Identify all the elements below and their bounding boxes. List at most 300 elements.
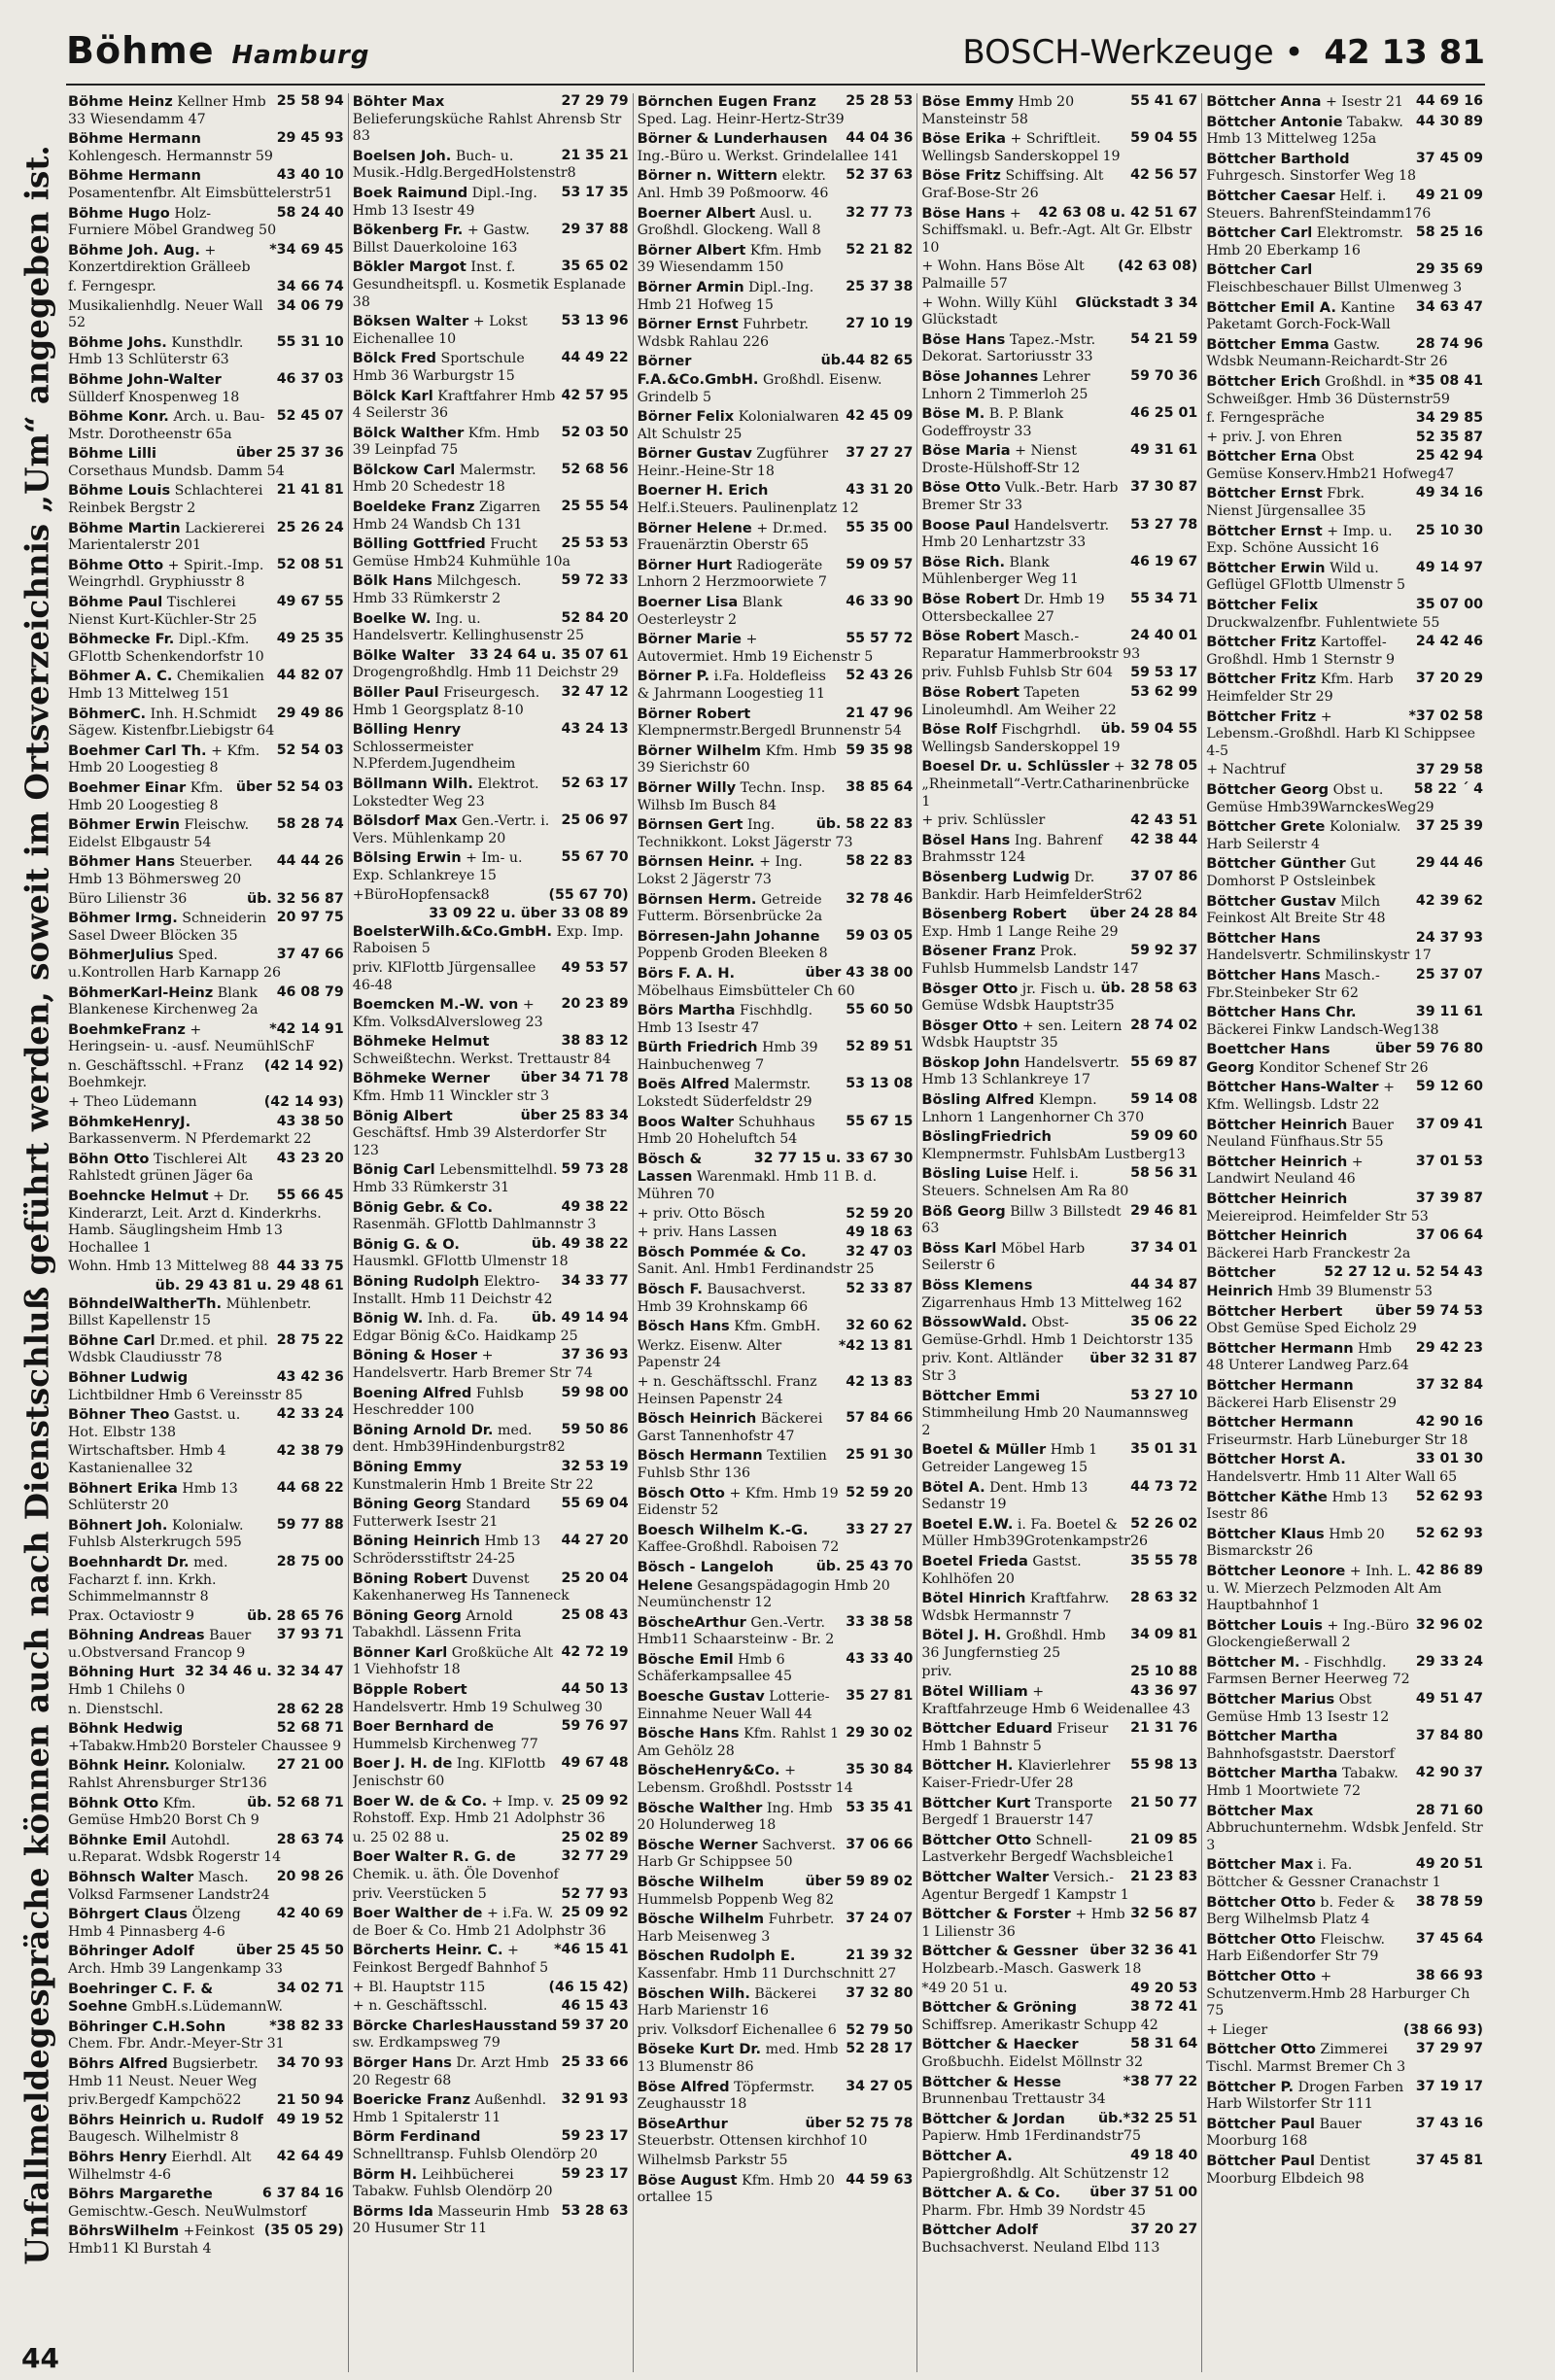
entry-name: Böttcher Günther xyxy=(1206,855,1346,873)
entry-phone: 44 49 22 xyxy=(561,350,629,366)
entry-details: Tischlerei Alt Rahlstedt grünen Jäger 6a xyxy=(68,1151,254,1185)
entry-details: + Landwirt Neuland 46 xyxy=(1206,1154,1364,1188)
entry-phone: 46 19 67 xyxy=(1130,553,1198,569)
entry-phone: (42 14 93) xyxy=(263,1094,344,1111)
entry-details: + Imp. v. Rohstoff. Exp. Hmb 21 Adolphstr 36 xyxy=(352,1793,605,1827)
entry-name: Bölling Henry xyxy=(352,721,462,739)
entry-details: Fuhrbetr. Wdsbk Rahlau 226 xyxy=(637,317,810,350)
entry-phone: 25 91 30 xyxy=(846,1447,914,1464)
entry-details: Dr. Hmb 19 Ottersbeckallee 27 xyxy=(921,592,1105,625)
entry-details: Fbrk. Nienst Jürgensallee 35 xyxy=(1206,486,1366,520)
entry-name: Boehmer Einar xyxy=(68,778,187,796)
entry-phone: 25 55 54 xyxy=(561,499,629,515)
entry-phone: 29 37 88 xyxy=(561,222,629,238)
listing-entry xyxy=(353,1459,629,1494)
entry-name: Böning Arnold Dr. xyxy=(352,1421,494,1438)
entry-details: Tabakw. Hmb 13 Mittelweg 125a xyxy=(1206,114,1403,148)
entry-details: Hmb 1 Getreider Langeweg 15 xyxy=(921,1442,1098,1475)
entry-phone: 32 34 46 u. 32 34 47 xyxy=(185,1664,344,1680)
listing-entry xyxy=(1206,1526,1483,1561)
entry-name: Bötel William xyxy=(921,1683,1028,1701)
entry-phone: 52 37 63 xyxy=(846,167,914,184)
entry-name: Bösche Walther xyxy=(637,1799,763,1816)
entry-details: + Im- u. Exp. Schlankreye 15 xyxy=(352,850,523,883)
listing-column xyxy=(353,93,634,2372)
listing-entry xyxy=(1206,1041,1483,1077)
entry-phone: 37 36 93 xyxy=(561,1347,629,1363)
entry-details: Dipl.-Ing. Hmb 21 Hofweg 15 xyxy=(637,279,814,313)
entry-phone: 37 06 66 xyxy=(846,1836,914,1852)
entry-name: Böning Robert xyxy=(352,1569,468,1587)
entry-phone: 32 77 15 u. 33 67 30 xyxy=(753,1150,914,1166)
listing-entry xyxy=(1206,1414,1483,1449)
entry-name: Böttcher Otto xyxy=(1206,2041,1316,2058)
entry-details: + sen. Leitern Wdsbk Hauptstr 35 xyxy=(921,1018,1123,1052)
entry-details: jr. Fisch u. Gemüse Wdsbk Hauptstr35 xyxy=(921,981,1115,1015)
entry-phone: 52 77 93 xyxy=(561,1885,629,1902)
entry-name: Böß Georg xyxy=(921,1202,1006,1220)
entry-details: Prax. Octaviostr 9 xyxy=(68,1607,194,1624)
listing-column xyxy=(638,93,918,2372)
listing-entry xyxy=(921,331,1197,366)
entry-name: Börner Helene xyxy=(637,519,752,536)
entry-details: Friseur Hmb 1 Bahnstr 5 xyxy=(921,1721,1109,1754)
entry-name: Böttcher & Gessner xyxy=(921,1943,1079,1960)
listing-entry xyxy=(921,2074,1197,2109)
listing-entry xyxy=(1206,818,1483,853)
listing-entry xyxy=(921,758,1197,811)
entry-name: Böttcher Heinrich xyxy=(1206,1190,1348,1208)
listing-entry xyxy=(921,1516,1197,1551)
entry-name: Bölck Karl xyxy=(352,387,433,404)
entry-details: Töpfermstr. Zeughausstr 18 xyxy=(637,2079,815,2113)
entry-phone: (55 67 70) xyxy=(548,886,629,903)
entry-name: Böttcher Erna xyxy=(1206,448,1317,466)
entry-name: BöhmerKarl-Heinz xyxy=(68,983,214,1001)
entry-name: Börnsen Heinr. xyxy=(637,853,755,871)
entry-name: Böttcher Fritz xyxy=(1206,707,1317,725)
listing-entry xyxy=(68,1664,344,1699)
entry-details: Hmb 39 Blumenstr 53 xyxy=(1277,1284,1433,1299)
entry-phone: 25 42 94 xyxy=(1415,448,1483,465)
entry-details: Kfm. Hmb 39 Sierichstr 60 xyxy=(637,742,837,776)
entry-phone: 52 63 17 xyxy=(561,775,629,791)
entry-name: Börnsen Gert xyxy=(637,816,743,834)
entry-details: + „Rheinmetall“-Vertr.Catharinenbrücke 1 xyxy=(921,759,1190,810)
listing-entry xyxy=(921,2222,1197,2257)
entry-phone: 25 09 92 xyxy=(561,1905,629,1921)
entry-phone: 46 08 79 xyxy=(276,983,344,1000)
entry-name: Bösch Pommée & Co. xyxy=(637,1243,807,1260)
listing-entry xyxy=(1206,1563,1483,1615)
listing-entry xyxy=(638,520,914,555)
entry-phone: 33 38 58 xyxy=(846,1613,914,1630)
listing-entry xyxy=(353,2054,629,2089)
entry-name: Böttcher Horst A. xyxy=(1206,1451,1346,1468)
entry-name: Boerner Albert xyxy=(637,204,756,222)
entry-name: Böhnke Emil xyxy=(68,1831,167,1848)
listing-entry xyxy=(921,981,1197,1016)
entry-name: Böning Heinrich xyxy=(352,1533,480,1550)
entry-name: Böttcher Heinrich xyxy=(1206,1153,1348,1170)
entry-details: Exp. Hmb 1 Lange Reihe 29 xyxy=(921,923,1119,940)
entry-name: Böhringer C.H.Sohn xyxy=(68,2018,226,2035)
listing-entry xyxy=(1206,1856,1483,1891)
entry-details: Großhdl. Hmb 36 Jungfernstieg 25 xyxy=(921,1628,1106,1661)
entry-details: elektr. Anl. Hmb 39 Poßmoorw. 46 xyxy=(637,168,829,201)
entry-details: Barkassenverm. N Pferdemarkt 22 xyxy=(68,1131,312,1148)
entry-name: Börner P. xyxy=(637,668,710,685)
listing-entry xyxy=(353,1830,629,1847)
listing-entry xyxy=(638,408,914,443)
entry-details: Sanit. Anl. Hmb1 Ferdinandstr 25 xyxy=(637,1261,875,1278)
listing-entry xyxy=(1206,1377,1483,1412)
entry-details: Lichtbildner Hmb 6 Vereinsstr 85 xyxy=(68,1387,303,1403)
entry-phone: 38 66 93 xyxy=(1415,1967,1483,1983)
entry-name: Börm H. xyxy=(352,2165,418,2183)
listing-entry xyxy=(68,1832,344,1867)
entry-details: Papierw. Hmb 1Ferdinandstr75 xyxy=(921,2128,1141,2145)
listing-entry xyxy=(638,1447,914,1482)
entry-phone: 52 33 87 xyxy=(846,1281,914,1296)
entry-phone: üb. 52 68 71 xyxy=(247,1794,344,1811)
entry-details: + Bl. Hauptstr 115 xyxy=(352,1979,486,1995)
listing-entry xyxy=(638,1224,914,1242)
entry-details: Zimmerei Tischl. Marmst Bremer Ch 3 xyxy=(1206,2042,1406,2075)
entry-phone: 52 62 93 xyxy=(1415,1525,1483,1541)
listing-entry xyxy=(353,906,629,958)
entry-phone: 25 08 43 xyxy=(561,1606,629,1623)
entry-phone: 37 24 07 xyxy=(846,1911,914,1927)
entry-details: Kolonialw. Fuhlsb Alsterkrugch 595 xyxy=(68,1517,244,1551)
listing-entry xyxy=(921,205,1197,258)
listing-entry xyxy=(1206,2079,1483,2114)
entry-phone: 44 33 75 xyxy=(276,1259,344,1275)
entry-name: Bösenberg Robert xyxy=(921,906,1067,923)
listing-entry xyxy=(1206,1154,1483,1189)
entry-phone: 29 46 81 xyxy=(1130,1202,1198,1219)
entry-details: Kellner Hmb 33 Wiesendamm 47 xyxy=(68,94,266,127)
listing-entry xyxy=(68,1188,344,1257)
entry-name: Böhmer A. C. xyxy=(68,668,173,685)
entry-details: Gen.-Vertr. Hmb11 Schaarsteinw - Br. 2 xyxy=(637,1614,835,1648)
entry-name: Bönig W. xyxy=(352,1310,424,1328)
entry-phone: 34 06 79 xyxy=(276,297,344,314)
entry-phone: 44 69 16 xyxy=(1415,93,1483,109)
entry-phone: 59 98 00 xyxy=(561,1384,629,1400)
listing-entry xyxy=(68,1720,344,1755)
entry-name: Böttcher Hans Chr. xyxy=(1206,1004,1357,1021)
entry-phone: 32 47 03 xyxy=(846,1243,914,1259)
entry-details: Süllderf Knospenweg 18 xyxy=(68,389,240,405)
entry-phone: 25 53 53 xyxy=(561,535,629,552)
entry-name: Böhme Joh. Aug. xyxy=(68,241,200,259)
listing-entry xyxy=(68,1278,344,1330)
listing-entry xyxy=(68,2223,344,2258)
entry-name: BöscheHenry&Co. xyxy=(637,1762,780,1779)
entry-details: Dr.med. et phil. Wdsbk Claudiusstr 78 xyxy=(68,1332,268,1366)
entry-details: Schnell-Lastverkehr Bergedf Wachsbleiche1 xyxy=(921,1832,1176,1866)
listing-entry xyxy=(921,517,1197,552)
entry-name: Bönig Carl xyxy=(352,1161,435,1179)
entry-phone: 32 56 87 xyxy=(1130,1906,1198,1922)
entry-details: Inh. H.Schmidt Sägew. Kistenfbr.Liebigstr 64 xyxy=(68,706,275,740)
listing-entry xyxy=(353,849,629,884)
entry-details: Pharm. Fbr. Hmb 39 Nordstr 45 xyxy=(921,2202,1147,2219)
entry-name: Bösener Franz xyxy=(921,943,1036,960)
entry-details: Hmb 20 Bismarckstr 26 xyxy=(1206,1526,1385,1560)
entry-details: Büro Lilienstr 36 xyxy=(68,890,188,907)
entry-phone: 32 96 02 xyxy=(1415,1616,1483,1633)
entry-details: Hmb 48 Unterer Landweg Parz.64 xyxy=(1206,1340,1409,1374)
entry-name: Böhme Otto xyxy=(68,556,164,573)
entry-name: Böttcher Ernst xyxy=(1206,522,1323,539)
entry-phone: 55 31 10 xyxy=(276,333,344,350)
listing-entry xyxy=(638,1039,914,1074)
entry-name: Boose Paul xyxy=(921,516,1010,534)
entry-phone: über 32 31 87 xyxy=(1089,1351,1198,1367)
entry-name: Böhme Johs. xyxy=(68,333,167,351)
listing-entry xyxy=(68,2092,344,2110)
entry-details: Möbel Harb Seilerstr 6 xyxy=(921,1240,1086,1274)
listing-entry xyxy=(68,298,344,332)
entry-phone: 44 04 36 xyxy=(846,130,914,147)
entry-name: Böhmeke Werner xyxy=(352,1070,490,1087)
listing-entry xyxy=(921,812,1197,830)
entry-name: Börner Felix xyxy=(637,408,735,426)
entry-phone: 27 21 00 xyxy=(276,1757,344,1774)
listing-entry xyxy=(1206,1968,1483,2020)
listing-entry xyxy=(353,93,629,146)
entry-details: Hmb 13 Schrödersstiftstr 24-25 xyxy=(352,1534,540,1567)
entry-name: Börs F. A. H. xyxy=(637,964,736,982)
listing-entry xyxy=(68,1554,344,1606)
entry-details: Kunstmalerin Hmb 1 Breite Str 22 xyxy=(352,1476,594,1493)
entry-name: Boehncke Helmut xyxy=(68,1188,209,1205)
entry-phone: *35 08 41 xyxy=(1408,372,1483,389)
entry-details: Kassenfabr. Hmb 11 Durchschnitt 27 xyxy=(637,1965,897,1982)
listing-entry xyxy=(638,816,914,851)
entry-phone: 38 72 41 xyxy=(1130,1999,1198,2016)
entry-name: Böse M. xyxy=(921,405,985,423)
entry-details: Schnelltransp. Fuhlsb Olendörp 20 xyxy=(352,2146,598,2162)
entry-phone: 49 20 53 xyxy=(1130,1980,1198,1996)
listing-entry xyxy=(353,1718,629,1753)
entry-name: Börcke CharlesHausstand xyxy=(352,2017,558,2034)
entry-phone: 35 65 02 xyxy=(561,259,629,275)
entry-name: Boer J. H. de xyxy=(352,1755,453,1773)
listing-entry xyxy=(68,984,344,1019)
entry-name: Böpple Robert xyxy=(352,1681,467,1699)
listing-entry xyxy=(68,408,344,443)
listing-entry xyxy=(921,1832,1197,1867)
listing-entry xyxy=(68,947,344,982)
listing-entry xyxy=(1206,188,1483,223)
entry-details: Hmb 39 Hainbuchenweg 7 xyxy=(637,1040,818,1073)
entry-phone: üb. 58 22 83 xyxy=(815,816,914,833)
entry-details: Gemischtw.-Gesch. NeuWulmstorf xyxy=(68,2203,307,2220)
entry-details: Lotterie-Einnahme Neuer Wall 44 xyxy=(637,1689,830,1722)
entry-details: Bäckerei Finkw Landsch-Weg138 xyxy=(1206,1021,1439,1038)
entry-phone: 28 63 74 xyxy=(276,1831,344,1847)
entry-name: Böller Paul xyxy=(352,684,439,701)
listing-entry xyxy=(921,1553,1197,1588)
entry-name: Böttcher Hans xyxy=(1206,966,1321,983)
entry-details: Außenhdl. Hmb 1 Spitalerstr 11 xyxy=(352,2092,547,2125)
entry-name: Böhme Konr. xyxy=(68,408,169,426)
entry-details: + Nienst Droste-Hülshoff-Str 12 xyxy=(921,443,1081,476)
entry-details: Kfm. Harb Heimfelder Str 29 xyxy=(1206,672,1394,705)
entry-name: Bösch Hans xyxy=(637,1318,730,1335)
entry-name: Böhn Otto xyxy=(68,1150,150,1167)
entry-details: Handelsvertr. Hmb 20 Lenhartzstr 33 xyxy=(921,517,1110,551)
listing-entry xyxy=(921,1091,1197,1126)
entry-phone: 6 37 84 16 xyxy=(261,2186,344,2202)
entry-name: Böttcher Paul xyxy=(1206,2115,1316,2132)
entry-phone: 49 18 40 xyxy=(1130,2147,1198,2163)
entry-details: GmbH.s.LüdemannW. xyxy=(131,1999,284,2016)
entry-phone: üb. 29 43 81 u. 29 48 61 xyxy=(155,1278,344,1293)
listing-entry xyxy=(68,371,344,406)
entry-name: Boetel & Müller xyxy=(921,1441,1047,1459)
advert-brand: BOSCH-Werkzeuge xyxy=(962,33,1274,72)
entry-name: Bönner Karl xyxy=(352,1643,448,1661)
entry-phone: 32 78 05 xyxy=(1130,758,1198,775)
entry-phone: 57 84 66 xyxy=(846,1410,914,1427)
entry-details: Kohlengesch. Hermannstr 59 xyxy=(68,148,273,164)
entry-name: Böhmecke Fr. xyxy=(68,631,175,648)
entry-details: + Autovermiet. Hmb 19 Eichenstr 5 xyxy=(637,632,874,665)
entry-details: Musikalienhdlg. Neuer Wall 52 xyxy=(68,297,263,331)
entry-name: Böning Georg xyxy=(352,1606,462,1624)
entry-phone: 27 29 79 xyxy=(561,93,629,109)
entry-details: Kfm. GmbH. xyxy=(734,1319,821,1335)
listing-entry xyxy=(638,1114,914,1149)
listing-entry xyxy=(353,1422,629,1457)
entry-details: + Gastw. Billst Dauerkoloine 163 xyxy=(352,223,530,256)
entry-name: Bölling Gottfried xyxy=(352,535,486,553)
entry-name: Boening Alfred xyxy=(352,1384,472,1401)
listing-entry xyxy=(921,2036,1197,2071)
entry-phone: 34 33 77 xyxy=(561,1273,629,1289)
listing-entry xyxy=(68,445,344,480)
listing-entry xyxy=(68,2149,344,2184)
listing-entry xyxy=(638,965,914,1000)
entry-phone: 42 86 89 xyxy=(1415,1562,1483,1578)
entry-details: Tapeten Linoleumhdl. Am Weiher 22 xyxy=(921,685,1117,718)
entry-name: BössowWald. xyxy=(921,1314,1027,1331)
listing-entry xyxy=(1206,1190,1483,1225)
entry-phone: 25 28 53 xyxy=(846,93,914,109)
entry-phone: 21 47 96 xyxy=(846,705,914,721)
entry-name: Böttcher Hermann xyxy=(1206,1339,1354,1357)
entry-name: Böttcher Heinrich xyxy=(1206,1227,1348,1245)
entry-name: BöseArthur xyxy=(637,2115,728,2132)
listing-entry xyxy=(353,222,629,257)
entry-phone: 34 02 71 xyxy=(276,1980,344,1996)
listing-entry xyxy=(1206,1227,1483,1262)
entry-details: Wild u. Geflügel GFlottb Ulmenstr 5 xyxy=(1206,560,1406,594)
entry-name: Börner Albert xyxy=(637,241,746,259)
entry-name: Böttcher Anna xyxy=(1206,93,1322,110)
listing-entry xyxy=(353,1793,629,1828)
listing-entry xyxy=(68,2055,344,2090)
entry-name: Böttcher Eduard xyxy=(921,1720,1054,1738)
entry-details: Inh. d. Fa. Edgar Bönig &Co. Haidkamp 25 xyxy=(352,1311,578,1344)
entry-details: Klempn. Lnhorn 1 Langenhorner Ch 370 xyxy=(921,1092,1145,1125)
entry-details: priv. xyxy=(921,1664,952,1680)
entry-phone: 34 29 85 xyxy=(1415,410,1483,427)
entry-name: Bölckow Carl xyxy=(352,461,456,478)
entry-details: Fleischbeschauer Billst Ulmenweg 3 xyxy=(1206,279,1463,295)
listing-entry xyxy=(353,812,629,847)
entry-phone: 49 19 52 xyxy=(276,2111,344,2127)
entry-details: + Feinkost Bergedf Bahnhof 5 xyxy=(352,1943,549,1976)
entry-name: Böhner Theo xyxy=(68,1406,170,1424)
entry-phone: *38 77 22 xyxy=(1123,2073,1198,2089)
entry-details: Kraftfahrer Hmb 4 Seilerstr 36 xyxy=(352,388,556,422)
listing-entry xyxy=(638,1559,914,1612)
entry-details: + Handelsvertr. Harb Bremer Str 74 xyxy=(352,1348,593,1381)
listing-entry xyxy=(353,1033,629,1068)
entry-details: Ing.-Büro u. Werkst. Grindelallee 141 xyxy=(637,148,900,164)
entry-details: n. Geschäftsschl. +Franz Boehmkejr. xyxy=(68,1057,244,1091)
entry-phone: über 25 37 36 xyxy=(235,445,344,462)
listing-entry xyxy=(1206,261,1483,296)
entry-details: + i.Fa. W. de Boer & Co. Hmb 21 Adolphstr 36 xyxy=(352,1906,606,1939)
entry-details: Handelsvertr. Hmb 11 Alter Wall 65 xyxy=(1206,1468,1458,1485)
entry-details: Großhdl. in Schweißger. Hmb 36 Düsternstr59 xyxy=(1206,373,1450,407)
listing-entry xyxy=(68,1114,344,1149)
entry-name: Böhmer Irmg. xyxy=(68,910,178,927)
listing-entry xyxy=(638,279,914,314)
entry-name: Böse Erika xyxy=(921,130,1006,148)
entry-phone: 43 38 50 xyxy=(276,1113,344,1129)
entry-details: + Imp. u. Exp. Schöne Aussicht 16 xyxy=(1206,523,1393,557)
entry-details: i.Fa. Holdefleiss & Jahrmann Loogestieg 11 xyxy=(637,669,826,702)
entry-name: Böttcher Walter xyxy=(921,1869,1050,1885)
entry-name: Böse Robert xyxy=(921,628,1019,645)
entry-details: Wilhelmsb Parkstr 55 xyxy=(637,2152,788,2168)
entry-name: Böttcher Carl xyxy=(1206,261,1313,279)
entry-phone: 55 67 15 xyxy=(846,1113,914,1129)
entry-phone: 37 29 58 xyxy=(1415,762,1483,778)
entry-details: Dipl.-Ing. Hmb 13 Isestr 49 xyxy=(352,185,537,219)
listing-entry xyxy=(353,535,629,570)
entry-phone: *38 82 33 xyxy=(269,2018,344,2034)
entry-phone: 42 64 49 xyxy=(276,2148,344,2164)
entry-phone: 55 34 71 xyxy=(1130,591,1198,607)
entry-phone: 33 27 27 xyxy=(846,1521,914,1537)
listing-entry xyxy=(638,1522,914,1557)
entry-phone: 59 35 98 xyxy=(846,742,914,758)
listing-entry xyxy=(638,1614,914,1649)
listing-entry xyxy=(638,482,914,517)
entry-name: Böning Rudolph xyxy=(352,1273,480,1290)
listing-entry xyxy=(68,1406,344,1441)
entry-name: Böttcher Marius xyxy=(1206,1691,1335,1708)
listing-entry xyxy=(1206,1340,1483,1375)
listing-entry xyxy=(638,242,914,277)
listing-entry xyxy=(921,628,1197,663)
listing-entry xyxy=(638,1651,914,1686)
entry-name: Bösch Heinrich xyxy=(637,1410,757,1428)
listing-entry xyxy=(353,1644,629,1679)
listing-entry xyxy=(638,445,914,480)
entry-details: Tapez.-Mstr. Dekorat. Sartoriusstr 33 xyxy=(921,331,1096,365)
entry-name: Böhmer Erwin xyxy=(68,816,180,834)
entry-name: Böhringer Adolf xyxy=(68,1943,194,1960)
